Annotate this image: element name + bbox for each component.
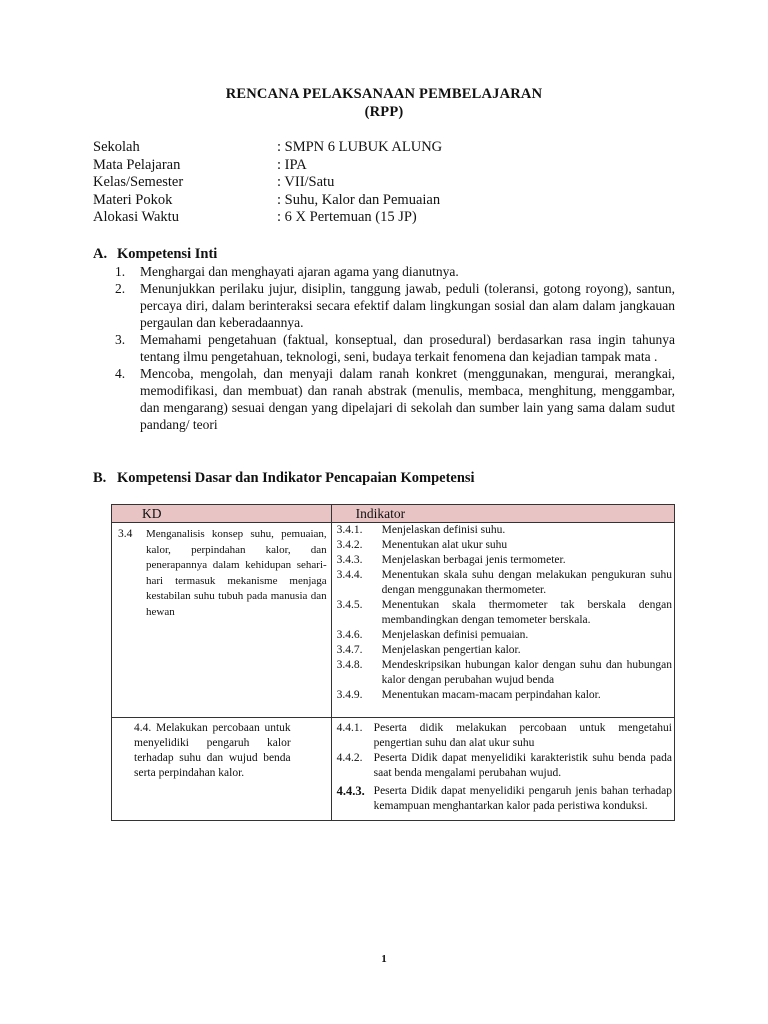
indikator-text: Menentukan macam-macam perpindahan kalor.	[381, 689, 601, 701]
indikator-text: Peserta Didik dapat menyelidiki karakteristik suhu benda pada saat benda mengalami perubahan wujud.	[373, 752, 672, 779]
indikator-number: 3.4.6.	[336, 629, 363, 641]
list-item	[115, 365, 675, 433]
kd-text: Menganalisis konsep suhu, pemuaian, kalor, perpindahan kalor, dan penerapannya dalam kehidupan sehari-hari termasuk mekanisme menjaga kestabilan suhu tubuh pada manusia dan hewan	[146, 528, 327, 618]
indikator-item	[337, 784, 672, 814]
identity-block	[93, 139, 442, 227]
info-value: : 6 X Pertemuan (15 JP)	[277, 209, 417, 225]
indikator-text: Peserta Didik dapat menyelidiki pengaruh jenis bahan terhadap kemampuan menghantarkan kalor pada peristiwa konduksi.	[373, 785, 672, 812]
indikator-cell	[331, 718, 674, 821]
indikator-item	[337, 658, 672, 688]
indikator-number: 4.4.1.	[336, 722, 363, 734]
indikator-item	[337, 553, 672, 568]
info-value: : VII/Satu	[277, 174, 335, 190]
section-letter: B.	[93, 470, 107, 486]
indikator-number: 3.4.8.	[336, 659, 363, 671]
table-row	[112, 523, 675, 718]
info-row-alokasi-waktu	[93, 209, 442, 227]
info-label: Alokasi Waktu	[93, 209, 179, 225]
info-label: Materi Pokok	[93, 191, 173, 208]
list-text: Menghargai dan menghayati ajaran agama yang dianutnya.	[140, 264, 459, 279]
indikator-item	[337, 628, 672, 643]
info-label: Mata Pelajaran	[93, 156, 181, 173]
document-title: RENCANA PELAKSANAAN PEMBELAJARAN	[225, 86, 543, 102]
indikator-text: Menjelaskan pengertian kalor.	[381, 644, 521, 656]
indikator-number: 3.4.7.	[336, 644, 363, 656]
list-text: Memahami pengetahuan (faktual, konseptual, dan prosedural) berdasarkan rasa ingin tahunya tentang ilmu pengetahuan, teknologi, seni, budaya terkait fenomena dan kejadian tampak mata .	[140, 332, 675, 364]
section-title: Kompetensi Dasar dan Indikator Pencapaian Kompetensi	[117, 470, 475, 486]
list-number: 4.	[115, 366, 126, 381]
indikator-item	[337, 721, 672, 751]
indikator-text: Menjelaskan definisi suhu.	[381, 524, 506, 536]
indikator-number: 4.4.2.	[336, 752, 363, 764]
page-number: 1	[381, 953, 387, 965]
indikator-item	[337, 751, 672, 781]
section-letter: A.	[93, 246, 108, 262]
kd-cell	[112, 523, 332, 718]
indikator-text: Peserta didik melakukan percobaan untuk mengetahui pengertian suhu dan alat ukur suhu	[373, 722, 672, 749]
indikator-text: Menentukan skala thermometer tak berskala dengan membandingkan dengan temometer berskala.	[381, 599, 672, 626]
section-a-heading	[93, 246, 217, 263]
kompetensi-inti-list	[115, 263, 675, 433]
indikator-item	[337, 523, 672, 538]
info-value: : Suhu, Kalor dan Pemuaian	[277, 191, 441, 208]
list-item	[115, 331, 675, 365]
indikator-number: 3.4.5.	[336, 599, 363, 611]
indikator-number: 3.4.9.	[336, 689, 363, 701]
header-indikator: Indikator	[331, 505, 674, 523]
indikator-item	[337, 643, 672, 658]
document-subtitle: (RPP)	[364, 104, 404, 120]
list-item	[115, 280, 675, 331]
list-text: Menunjukkan perilaku jujur, disiplin, tanggung jawab, peduli (toleransi, gotong royong), santun, percaya diri, dalam berinteraksi secara efektif dalam lingkungan sosial dan alam dalam jangkauan pergaulan dan keberadaannya.	[140, 281, 675, 330]
indikator-number: 3.4.4.	[336, 569, 363, 581]
info-value: : SMPN 6 LUBUK ALUNG	[277, 139, 443, 155]
indikator-item	[337, 538, 672, 553]
indikator-text: Mendeskripsikan hubungan kalor dengan suhu dan hubungan kalor dengan perubahan wujud benda	[381, 659, 672, 686]
header-kd: KD	[112, 505, 332, 523]
list-number: 3.	[115, 332, 126, 347]
list-text: Mencoba, mengolah, dan menyaji dalam ranah konkret (menggunakan, mengurai, merangkai, memodifikasi, dan membuat) dan ranah abstrak (menulis, membaca, menghitung, menggambar, dan mengarang) sesuai dengan yang dipelajari di sekolah dan sumber lain yang sama dalam sudut pandang/ teori	[140, 366, 675, 432]
table-row	[112, 718, 675, 821]
kd-cell	[112, 718, 332, 821]
info-row-materi-pokok	[93, 192, 442, 210]
indikator-item	[337, 598, 672, 628]
list-item	[115, 263, 675, 280]
indikator-cell	[331, 523, 674, 718]
indikator-text: Menjelaskan berbagai jenis termometer.	[381, 554, 566, 566]
list-number: 1.	[115, 264, 126, 279]
info-row-mata-pelajaran	[93, 157, 442, 175]
indikator-number: 3.4.2.	[336, 539, 363, 551]
info-row-sekolah	[93, 139, 442, 157]
info-label: Sekolah	[93, 139, 140, 155]
info-value: : IPA	[277, 156, 307, 173]
section-b-heading	[93, 470, 475, 487]
info-label: Kelas/Semester	[93, 174, 184, 190]
indikator-text: Menjelaskan definisi pemuaian.	[381, 629, 529, 641]
indikator-text: Menentukan skala suhu dengan melakukan pengukuran suhu dengan menggunakan thermometer.	[381, 569, 672, 596]
kd-number: 3.4	[118, 528, 133, 540]
indikator-text: Menentukan alat ukur suhu	[381, 539, 508, 551]
section-title: Kompetensi Inti	[117, 246, 218, 262]
info-row-kelas-semester	[93, 174, 442, 192]
indikator-number: 3.4.1.	[336, 524, 363, 536]
kd-indikator-table	[111, 504, 675, 821]
indikator-number: 3.4.3.	[336, 554, 363, 566]
list-number: 2.	[115, 281, 126, 296]
indikator-item	[337, 688, 672, 703]
indikator-number: 4.4.3.	[336, 784, 365, 798]
indikator-item	[337, 568, 672, 598]
kd-text: 4.4. Melakukan percobaan untuk menyelidiki pengaruh kalor terhadap suhu dan wujud benda serta perpindahan kalor.	[134, 722, 291, 779]
table-header-row	[112, 505, 675, 523]
